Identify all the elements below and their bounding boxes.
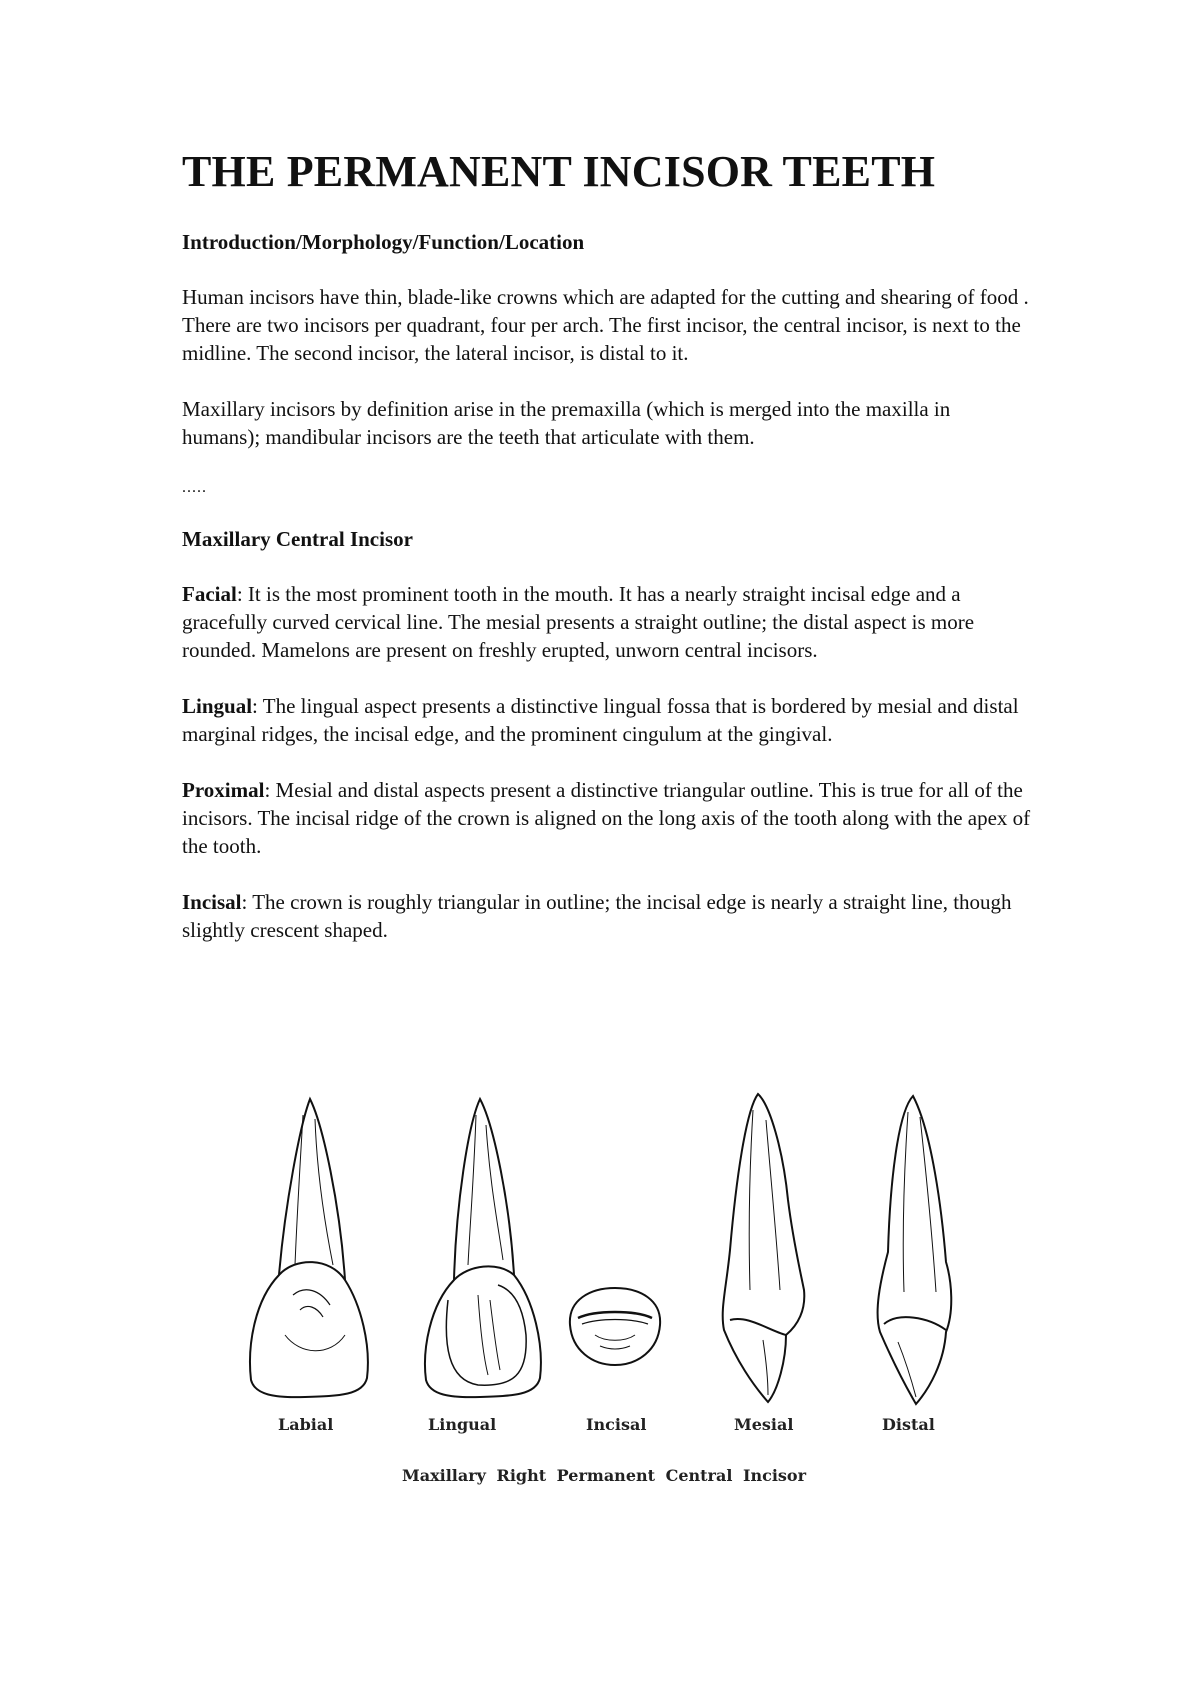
document-title: THE PERMANENT INCISOR TEETH — [182, 147, 936, 196]
labial-tooth-drawing — [245, 1095, 375, 1400]
figure-label-distal: Distal — [882, 1415, 935, 1434]
document-body — [182, 148, 1032, 944]
proximal-text: : Mesial and distal aspects present a distinctive triangular outline. This is true for all of the incisors. The incisal ridge of the crown is aligned on the long axis of the tooth along with the apex of the tooth. — [182, 778, 1031, 859]
facial-paragraph — [182, 580, 1032, 664]
figure-label-mesial: Mesial — [734, 1415, 794, 1434]
proximal-term: Proximal — [182, 778, 265, 803]
proximal-paragraph — [182, 776, 1032, 860]
figure-label-lingual: Lingual — [428, 1415, 497, 1434]
lingual-term: Lingual — [182, 694, 253, 719]
incisal-paragraph — [182, 888, 1032, 944]
figure-label-incisal: Incisal — [586, 1415, 647, 1434]
distal-tooth-drawing — [858, 1092, 968, 1407]
lingual-paragraph — [182, 692, 1032, 748]
intro-paragraph-2: Maxillary incisors by definition arise in the premaxilla (which is merged into the maxilla in humans); mandibular incisors are the teeth that articulate with them. — [182, 397, 951, 450]
figure-label-labial: Labial — [278, 1415, 334, 1434]
figure-caption: Maxillary Right Permanent Central Incisor — [402, 1466, 807, 1485]
mesial-tooth-drawing — [708, 1090, 818, 1405]
section-heading: Maxillary Central Incisor — [182, 527, 413, 552]
incisal-term: Incisal — [182, 890, 242, 915]
facial-term: Facial — [182, 582, 237, 607]
facial-text: : It is the most prominent tooth in the mouth. It has a nearly straight incisal edge and a gracefully curved cervical line. The mesial presents a straight outline; the distal aspect is more rounded. Mamelons are present on freshly erupted, unworn central incisors. — [182, 582, 975, 663]
incisal-text: : The crown is roughly triangular in outline; the incisal edge is nearly a straight line, though slightly crescent shaped. — [182, 890, 1012, 943]
intro-paragraph-1: Human incisors have thin, blade-like crowns which are adapted for the cutting and shearing of food . There are two incisors per quadrant, four per arch. The first incisor, the central incisor, is next to the midline. The second incisor, the lateral incisor, is distal to it. — [182, 285, 1029, 366]
lingual-tooth-drawing — [418, 1095, 548, 1400]
ellipsis: ..... — [182, 479, 207, 497]
incisal-tooth-drawing — [560, 1280, 670, 1370]
lingual-text: : The lingual aspect presents a distinctive lingual fossa that is bordered by mesial and distal marginal ridges, the incisal edge, and the prominent cingulum at the gingival. — [182, 694, 1019, 747]
section-subtitle: Introduction/Morphology/Function/Location — [182, 230, 585, 255]
